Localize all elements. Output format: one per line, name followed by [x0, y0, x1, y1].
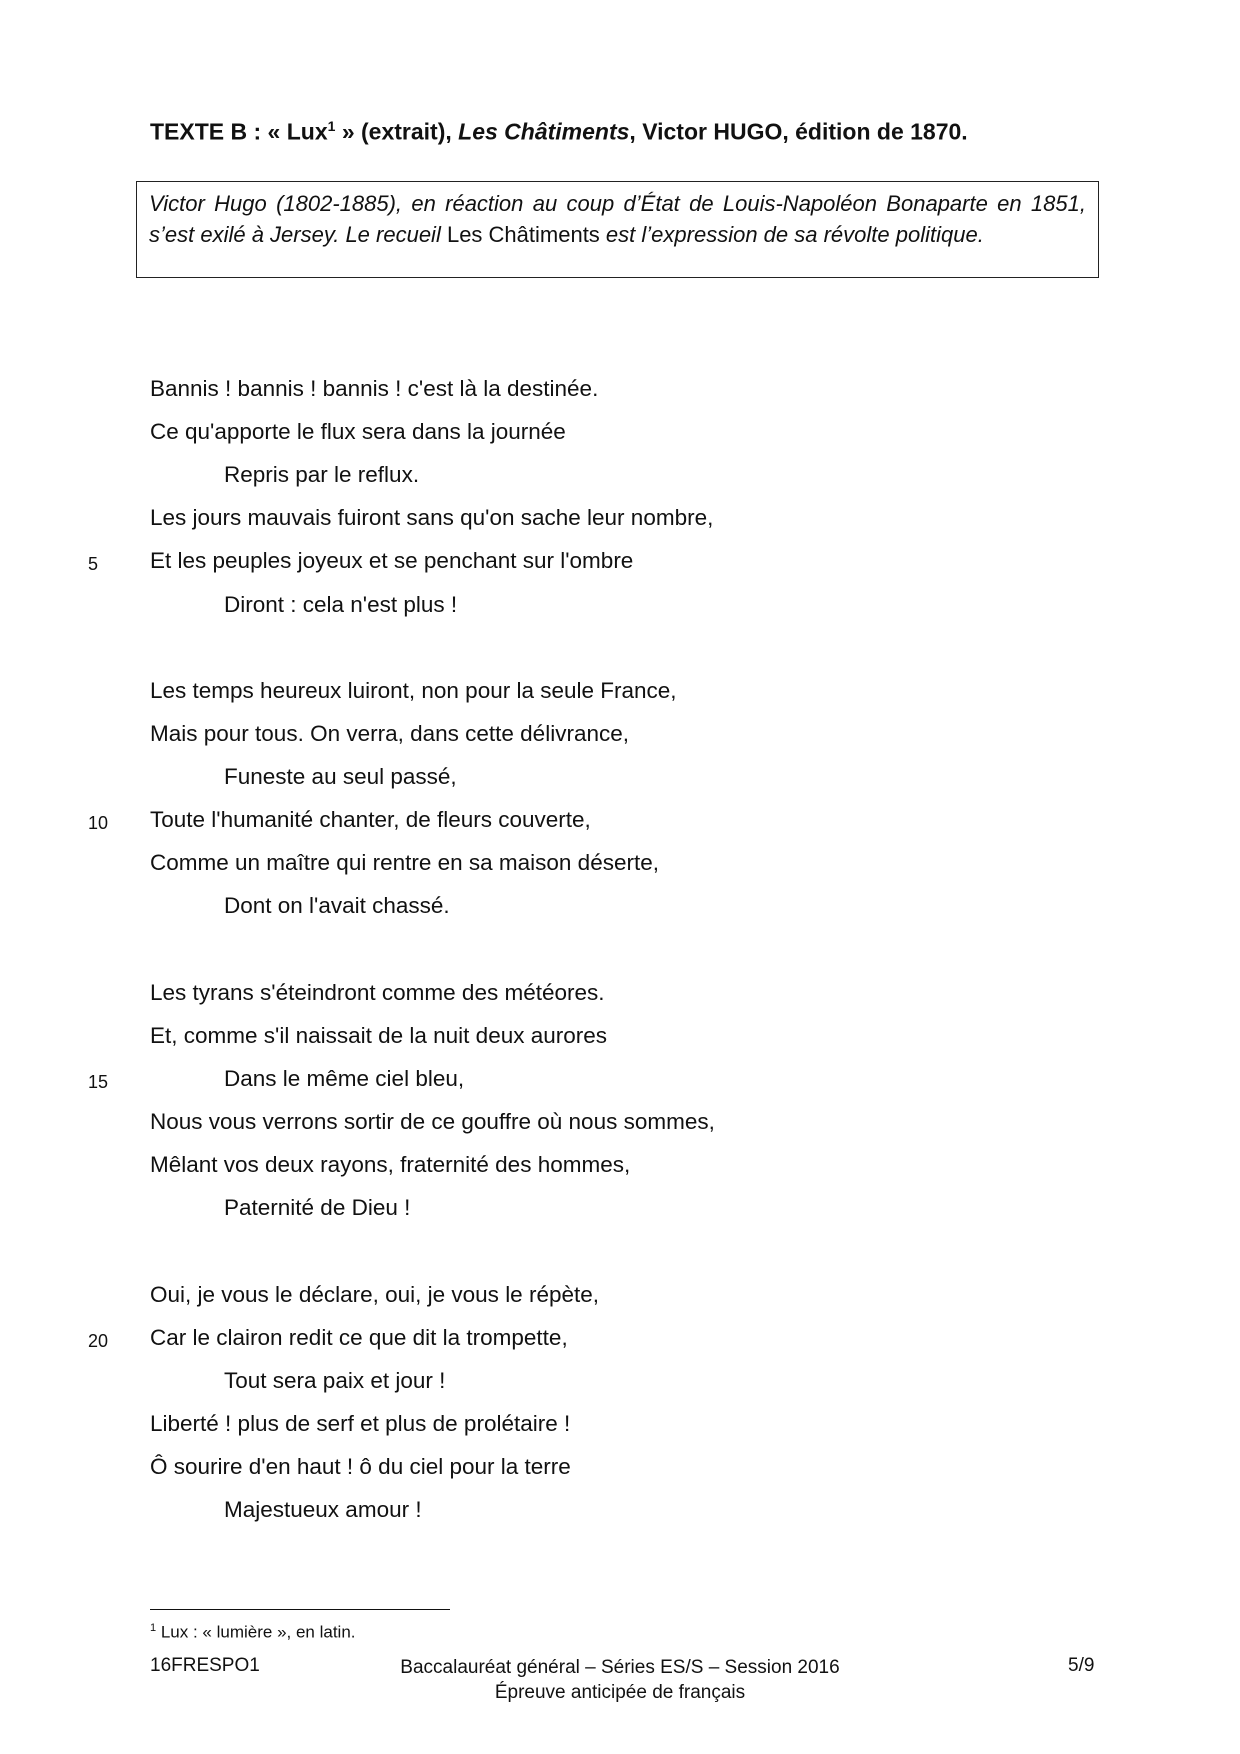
verse-4: Les jours mauvais fuiront sans qu'on sache leur nombre,: [150, 505, 714, 530]
verse-7: Les temps heureux luiront, non pour la seule France,: [150, 678, 677, 703]
line-number-5: 5: [88, 554, 99, 574]
verse-10: Toute l'humanité chanter, de fleurs couverte,: [150, 807, 591, 832]
verse-17: Mêlant vos deux rayons, fraternité des hommes,: [150, 1152, 631, 1177]
footer-exam-info: [0, 1655, 1240, 1705]
verse-9: Funeste au seul passé,: [224, 764, 457, 789]
heading-middle: » (extrait),: [335, 118, 459, 145]
verse-6: Diront : cela n'est plus !: [224, 592, 458, 617]
verse-15: Dans le même ciel bleu,: [224, 1066, 465, 1091]
footer-page-number: 5/9: [1068, 1655, 1095, 1676]
heading-suffix: , Victor HUGO, édition de 1870.: [629, 118, 968, 145]
verse-2: Ce qu'apporte le flux sera dans la journée: [150, 419, 566, 444]
intro-box: [136, 181, 1099, 278]
intro-part2: est l’expression de sa révolte politique.: [599, 222, 984, 247]
footnote-marker: 1: [150, 1622, 157, 1634]
verse-3: Repris par le reflux.: [224, 462, 420, 487]
heading-work-title: Les Châtiments: [458, 118, 630, 145]
verse-11: Comme un maître qui rentre en sa maison déserte,: [150, 850, 659, 875]
intro-work-title: Les Châtiments: [446, 222, 600, 247]
footer-exam-line2: Épreuve anticipée de français: [494, 1682, 746, 1703]
footnote-text: Lux : « lumière », en latin.: [156, 1622, 356, 1642]
line-number-10: 10: [88, 813, 109, 833]
footnote-divider: [150, 1609, 450, 1610]
footer-subject-code: 16FRESPO1: [150, 1655, 260, 1676]
intro-part1: Victor Hugo (1802-1885), en réaction au coup d’État de Louis-Napoléon Bonaparte en 1851, s’est exilé à Jersey. Le recueil: [149, 191, 1086, 247]
verse-20: Car le clairon redit ce que dit la trompette,: [150, 1325, 568, 1350]
verse-5: Et les peuples joyeux et se penchant sur l'ombre: [150, 548, 634, 573]
verse-18: Paternité de Dieu !: [224, 1195, 411, 1220]
verse-22: Liberté ! plus de serf et plus de prolétaire !: [150, 1411, 571, 1436]
intro-text: [149, 188, 1086, 250]
verse-24: Majestueux amour !: [224, 1497, 422, 1522]
verse-21: Tout sera paix et jour !: [224, 1368, 446, 1393]
line-number-15: 15: [88, 1072, 109, 1092]
verse-1: Bannis ! bannis ! bannis ! c'est là la destinée.: [150, 376, 599, 401]
verse-23: Ô sourire d'en haut ! ô du ciel pour la terre: [150, 1454, 571, 1479]
verse-16: Nous vous verrons sortir de ce gouffre où nous sommes,: [150, 1109, 715, 1134]
line-number-20: 20: [88, 1331, 109, 1351]
heading-prefix: TEXTE B : « Lux: [150, 118, 328, 145]
footnote: [150, 1622, 356, 1643]
footnote-ref: 1: [327, 118, 336, 134]
verse-8: Mais pour tous. On verra, dans cette délivrance,: [150, 721, 629, 746]
footer-exam-line1: Baccalauréat général – Séries ES/S – Session 2016: [400, 1657, 840, 1678]
verse-13: Les tyrans s'éteindront comme des météores.: [150, 980, 605, 1005]
verse-12: Dont on l'avait chassé.: [224, 893, 450, 918]
verse-14: Et, comme s'il naissait de la nuit deux aurores: [150, 1023, 608, 1048]
verse-19: Oui, je vous le déclare, oui, je vous le répète,: [150, 1282, 600, 1307]
text-heading: [150, 118, 968, 146]
